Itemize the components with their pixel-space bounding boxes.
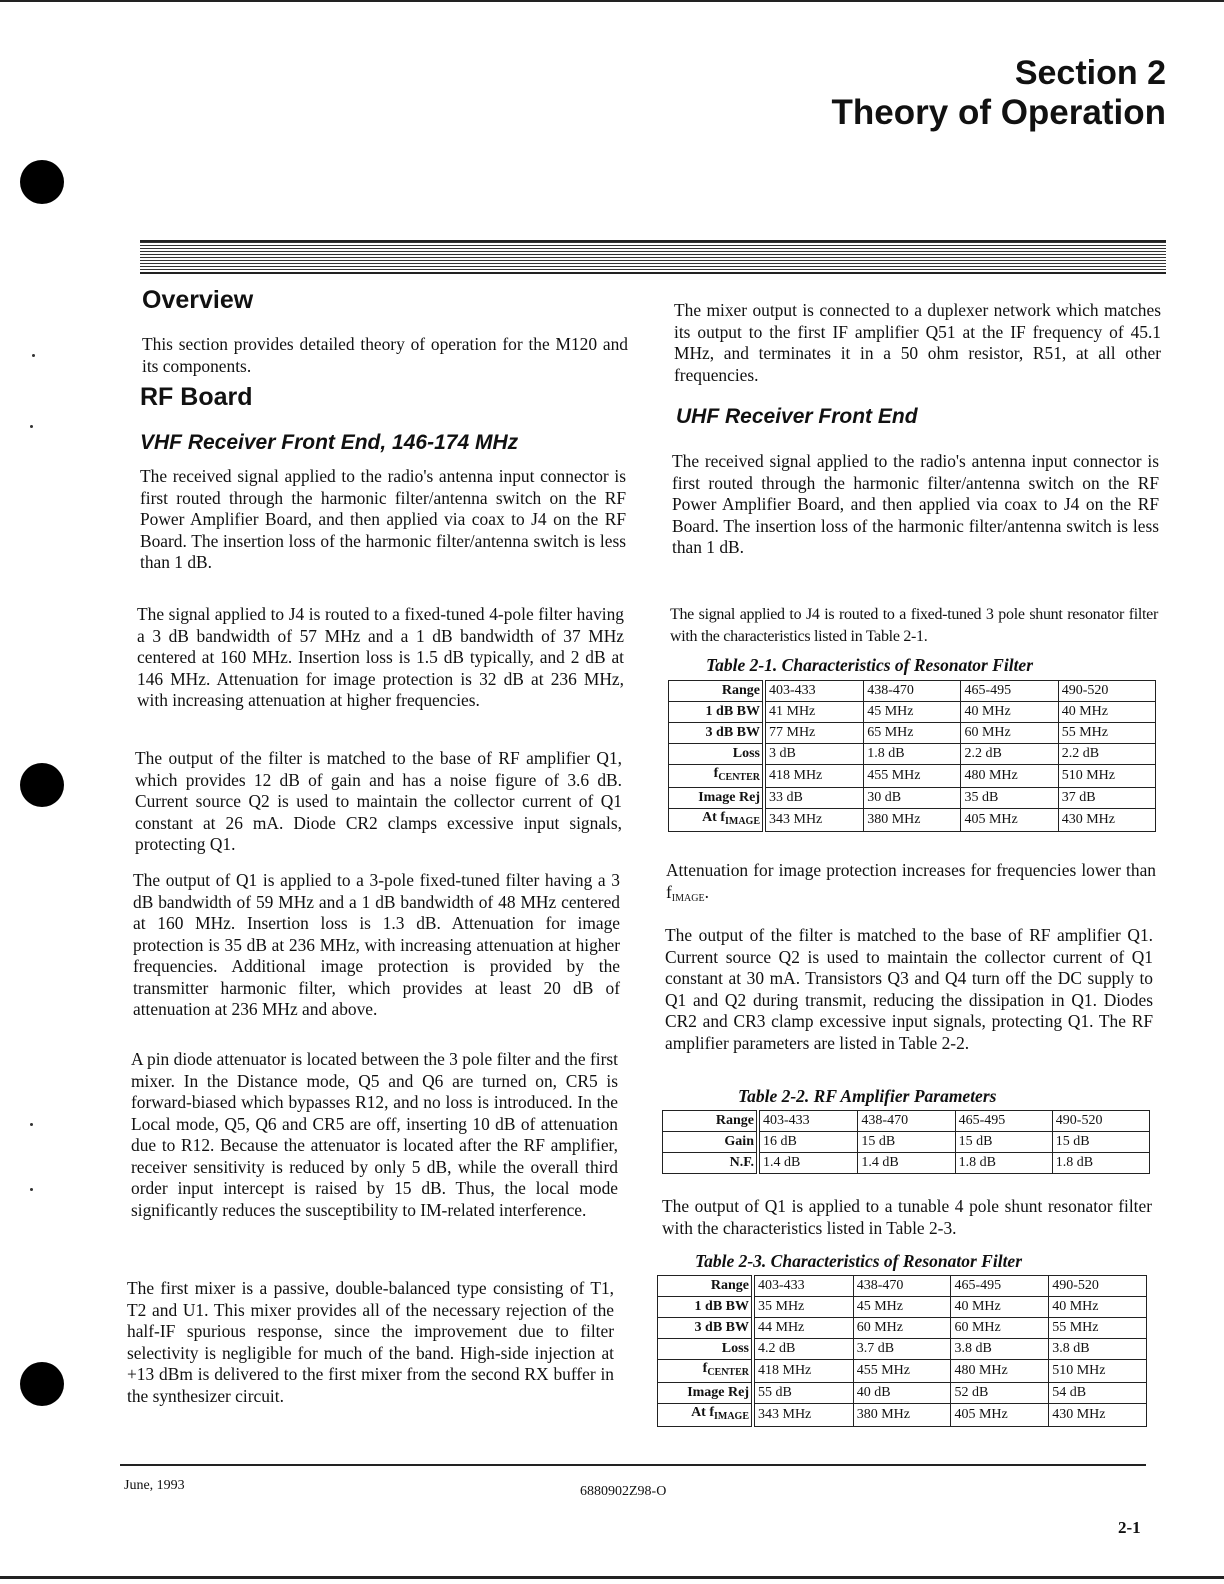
table-row [658,1339,1147,1360]
row-label-text: Loss [721,1341,749,1356]
vhf-paragraph-5: A pin diode attenuator is located between the 3 pole filter and the first mixer. In the Distance mode, Q5 and Q6 are turned on, CR5 is forward-biased which bypasses R12, and no loss is introduced. In the Local mode, Q5, Q6 and CR5 are off, inserting 10 dB of attenuation due to R12. Because the attenuator is located after the RF amplifier, receiver sensitivity is reduced by only 5 dB, while the overall third order input intercept is raised by 15 dB. Thus, the local mode significantly reduces the susceptibility to IM-related interference. [131,1049,618,1220]
table-cell: 418 MHz [753,1360,853,1383]
attenuation-subscript: IMAGE [671,892,705,904]
table-cell: 438-470 [864,681,961,702]
table-row [669,681,1156,702]
vhf-paragraph-1: The received signal applied to the radio's antenna input connector is first routed through the harmonic filter/antenna switch on the RF Power Amplifier Board, and then applied via coax to J4 on the RF Board. The insertion loss of the harmonic filter/antenna switch is less than 1 dB. [140,466,626,572]
table-cell: 15 dB [1052,1132,1149,1153]
row-label-subscript: IMAGE [725,816,760,827]
table-cell: 45 MHz [864,702,961,723]
table-cell: 490-520 [1058,681,1155,702]
table-cell: 430 MHz [1058,809,1155,832]
row-label-subscript: CENTER [707,1367,749,1378]
table-cell: 510 MHz [1058,765,1155,788]
row-label [658,1297,754,1318]
row-label [663,1132,759,1153]
table-cell: 45 MHz [853,1297,951,1318]
table-cell: 65 MHz [864,723,961,744]
table-cell: 480 MHz [961,765,1058,788]
table-2-1-caption: Table 2-1. Characteristics of Resonator Filter [706,655,1034,675]
table-row [658,1383,1147,1404]
table-row [669,788,1156,809]
row-label [669,809,765,832]
row-label [669,702,765,723]
table-cell: 54 dB [1049,1383,1147,1404]
table-cell: 1.8 dB [1052,1153,1149,1174]
table-2-3 [657,1275,1147,1427]
table-row [658,1360,1147,1383]
attenuation-period: . [704,881,709,902]
table-cell: 55 dB [753,1383,853,1404]
table-2-2 [662,1110,1150,1174]
table-cell: 30 dB [864,788,961,809]
row-label-subscript: IMAGE [714,1411,749,1422]
table-cell: 510 MHz [1049,1360,1147,1383]
table-cell: 1.8 dB [955,1153,1052,1174]
section-title: Theory of Operation [831,93,1166,132]
page-number: 2-1 [1118,1518,1141,1537]
footer-date: June, 1993 [124,1478,185,1493]
uhf-paragraph-1: The received signal applied to the radio's antenna input connector is first routed through the harmonic filter/antenna switch on the RF Power Amplifier Board, and then applied via coax to J4 on the RF Board. The insertion loss of the harmonic filter/antenna switch is less than 1 dB. [672,451,1159,557]
row-label [658,1360,754,1383]
table-cell: 3.7 dB [853,1339,951,1360]
row-label-text: N.F. [729,1155,754,1170]
table-cell: 41 MHz [764,702,864,723]
vhf-paragraph-6: The first mixer is a passive, double-balanced type consisting of T1, T2 and U1. This mixer provides all of the necessary rejection of the half-IF spurious response, since the improvement due to filter selectivity is negligible for much of the band. High-side injection at +13 dBm is delivered to the first mixer from the second RX buffer in the synthesizer circuit. [127,1278,614,1406]
row-label-text: Range [715,1113,754,1128]
table-cell: 4.2 dB [753,1339,853,1360]
row-label-subscript: CENTER [718,772,760,783]
section-number: Section 2 [1014,54,1166,92]
overview-paragraph: This section provides detailed theory of operation for the M120 and its components. [142,334,628,376]
table-cell: 3.8 dB [951,1339,1049,1360]
row-label-text: f [713,766,719,781]
row-label [669,788,765,809]
table-cell: 430 MHz [1049,1404,1147,1427]
table-cell: 1.4 dB [758,1153,858,1174]
row-label [658,1339,754,1360]
row-label [669,723,765,744]
row-label-text: 1 dB BW [694,1299,749,1314]
table-cell: 37 dB [1058,788,1155,809]
table-cell: 40 dB [853,1383,951,1404]
table-cell: 15 dB [955,1132,1052,1153]
uhf-heading: UHF Receiver Front End [676,405,918,428]
table-cell: 60 MHz [951,1318,1049,1339]
table-cell: 405 MHz [951,1404,1049,1427]
row-label [658,1318,754,1339]
scan-speck [30,1123,33,1126]
table-cell: 40 MHz [951,1297,1049,1318]
table-cell: 490-520 [1052,1111,1149,1132]
table-row [669,744,1156,765]
table-cell: 480 MHz [951,1360,1049,1383]
binder-hole-bottom [20,1362,64,1406]
table-cell: 465-495 [951,1276,1049,1297]
table-cell: 490-520 [1049,1276,1147,1297]
table-cell: 2.2 dB [1058,744,1155,765]
table-row [658,1276,1147,1297]
table-row [663,1153,1150,1174]
table-cell: 60 MHz [853,1318,951,1339]
attenuation-text: Attenuation for image protection increases for frequencies lower than f [666,860,1156,902]
row-label-text: Loss [732,746,760,761]
vhf-heading: VHF Receiver Front End, 146-174 MHz [140,431,519,454]
mixer-output-paragraph: The mixer output is connected to a duplexer network which matches its output to the first IF amplifier Q51 at the IF frequency of 45.1 MHz, and terminates it in a 50 ohm resistor, R51, at all other frequencies. [674,300,1161,385]
vhf-paragraph-3: The output of the filter is matched to the base of RF amplifier Q1, which provides 12 dB of gain and has a noise figure of 3.6 dB. Current source Q2 is used to maintain the collector current of Q1 constant at 26 mA. Diode CR2 clamps excessive input signals, protecting Q1. [135,748,622,854]
table-2-1 [668,680,1156,832]
table-cell: 2.2 dB [961,744,1058,765]
table-cell: 403-433 [758,1111,858,1132]
uhf-paragraph-2: The signal applied to J4 is routed to a fixed-tuned 3 pole shunt resonator filter with the characteristics listed in Table 2-1. [670,606,1158,645]
table-cell: 438-470 [853,1276,951,1297]
table-row [669,809,1156,832]
table-cell: 40 MHz [961,702,1058,723]
table-cell: 455 MHz [864,765,961,788]
binder-hole-top [20,160,64,204]
table-cell: 403-433 [753,1276,853,1297]
table-cell: 52 dB [951,1383,1049,1404]
row-label-text: 1 dB BW [705,704,760,719]
vhf-paragraph-2: The signal applied to J4 is routed to a fixed-tuned 4-pole filter having a 3 dB bandwidth of 57 MHz and a 1 dB bandwidth of 37 MHz centered at 160 MHz. Insertion loss is 1.5 dB typically, and 2 dB at 146 MHz. Attenuation for image protection is 32 dB at 236 MHz, with increasing attenuation at higher frequencies. [137,604,624,710]
row-label-text: Image Rej [698,790,760,805]
table-cell: 3.8 dB [1049,1339,1147,1360]
row-label-text: Gain [724,1134,754,1149]
attenuation-paragraph [666,860,1156,909]
table-cell: 40 MHz [1049,1297,1147,1318]
table-row [669,702,1156,723]
row-label [658,1383,754,1404]
overview-heading: Overview [142,286,254,314]
row-label-text: f [702,1361,708,1376]
row-label-text: At f [691,1405,714,1420]
row-label-text: 3 dB BW [694,1320,749,1335]
row-label [658,1404,754,1427]
table-row [658,1404,1147,1427]
scan-speck [30,425,33,428]
uhf-paragraph-3: The output of the filter is matched to the base of RF amplifier Q1. Current source Q2 is used to maintain the collector current of Q1 constant at 30 mA. Transistors Q3 and Q4 turn off the DC supply to Q1 and Q2 during transmit, reducing the dissipation in Q1. Diodes CR2 and CR3 clamp excessive input signals, protecting Q1. The RF amplifier parameters are listed in Table 2-2. [665,925,1153,1053]
table-cell: 35 MHz [753,1297,853,1318]
row-label [669,681,765,702]
row-label [658,1276,754,1297]
row-label-text: Image Rej [687,1385,749,1400]
table-cell: 1.4 dB [858,1153,955,1174]
table-row [669,765,1156,788]
footer-doc-number: 6880902Z98-O [580,1484,667,1499]
binder-hole-middle [20,763,64,807]
table-2-2-caption: Table 2-2. RF Amplifier Parameters [738,1086,997,1106]
table-cell: 380 MHz [853,1404,951,1427]
uhf-paragraph-4: The output of Q1 is applied to a tunable 4 pole shunt resonator filter with the characteristics listed in Table 2-3. [662,1196,1152,1238]
table-cell: 15 dB [858,1132,955,1153]
table-cell: 343 MHz [753,1404,853,1427]
table-cell: 403-433 [764,681,864,702]
table-cell: 465-495 [961,681,1058,702]
vhf-paragraph-4: The output of Q1 is applied to a 3-pole fixed-tuned filter having a 3 dB bandwidth of 59 MHz and a 1 dB bandwidth of 48 MHz centered at 160 MHz. Insertion loss is 1.3 dB. Attenuation for image protection is 35 dB at 236 MHz, with increasing attenuation at higher frequencies. Additional image protection is provided by the transmitter harmonic filter, which provides at least 20 dB of attenuation at 236 MHz and above. [133,870,620,1019]
table-cell: 60 MHz [961,723,1058,744]
table-cell: 16 dB [758,1132,858,1153]
table-cell: 44 MHz [753,1318,853,1339]
table-row [663,1111,1150,1132]
table-cell: 35 dB [961,788,1058,809]
row-label [663,1111,759,1132]
scan-speck [32,354,35,357]
header-rule-band [140,240,1166,274]
table-cell: 405 MHz [961,809,1058,832]
table-cell: 1.8 dB [864,744,961,765]
row-label-text: At f [702,810,725,825]
table-row [658,1297,1147,1318]
row-label-text: 3 dB BW [705,725,760,740]
scan-speck [30,1188,33,1191]
row-label [669,744,765,765]
table-cell: 465-495 [955,1111,1052,1132]
table-cell: 55 MHz [1058,723,1155,744]
top-border-line [0,0,1224,2]
table-cell: 77 MHz [764,723,864,744]
table-row [669,723,1156,744]
table-cell: 380 MHz [864,809,961,832]
table-cell: 55 MHz [1049,1318,1147,1339]
row-label [669,765,765,788]
table-cell: 3 dB [764,744,864,765]
table-cell: 418 MHz [764,765,864,788]
row-label-text: Range [710,1278,749,1293]
table-cell: 438-470 [858,1111,955,1132]
table-cell: 40 MHz [1058,702,1155,723]
row-label-text: Range [721,683,760,698]
table-cell: 33 dB [764,788,864,809]
table-row [658,1318,1147,1339]
table-cell: 455 MHz [853,1360,951,1383]
footer-rule [120,1464,1146,1466]
table-2-3-caption: Table 2-3. Characteristics of Resonator Filter [695,1251,1023,1271]
table-row [663,1132,1150,1153]
row-label [663,1153,759,1174]
bottom-border-line [0,1576,1224,1579]
rf-board-heading: RF Board [140,383,253,411]
table-cell: 343 MHz [764,809,864,832]
